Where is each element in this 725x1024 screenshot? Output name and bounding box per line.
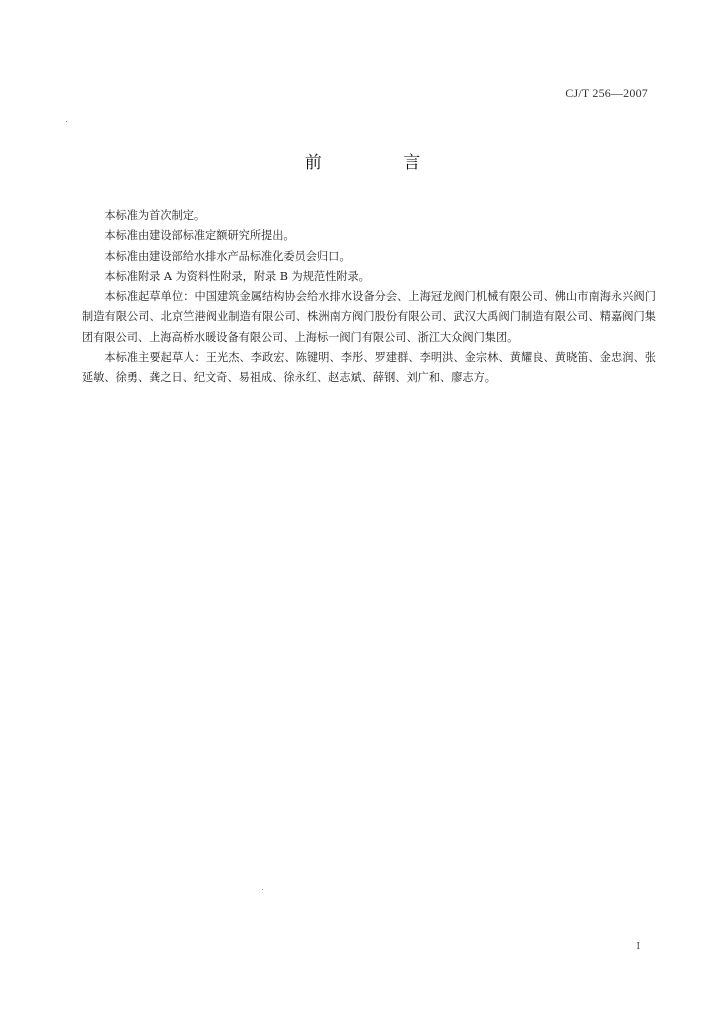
page-number: I	[636, 942, 640, 952]
paragraph-first-edition: 本标准为首次制定。	[104, 209, 206, 222]
scan-speck	[262, 889, 263, 890]
standard-code: CJ/T 256—2007	[565, 86, 648, 100]
scan-speck	[66, 121, 67, 122]
paragraph-annexes: 本标准附录 A 为资料性附录，附录 B 为规范性附录。	[104, 269, 370, 283]
paragraph-administrator: 本标准由建设部给水排水产品标准化委员会归口。	[104, 249, 351, 263]
section-title: 前 言	[304, 153, 459, 173]
paragraph-drafters: 本标准主要起草人：王光杰、李政宏、陈键明、李彤、罗建群、李明洪、金宗林、黄耀良、黄晓笛、金忠润、张延敏、徐勇、龚之日、纪文奇、易祖成、徐永红、赵志斌、薛钢、刘广和、廖志方。	[82, 351, 656, 385]
paragraph-drafting-units: 本标准起草单位：中国建筑金属结构协会给水排水设备分会、上海冠龙阀门机械有限公司、佛山市南海永兴阀门制造有限公司、北京竺港阀业制造有限公司、株洲南方阀门股份有限公司、武汉大禹阀门制造有限公司、精嘉阀门集团有限公司、上海高桥水暖设备有限公司、上海标一阀门有限公司、浙江大众阀门集团。	[82, 290, 656, 344]
foreword-body	[82, 206, 656, 389]
paragraph-proposer: 本标准由建设部标准定额研究所提出。	[104, 229, 295, 243]
